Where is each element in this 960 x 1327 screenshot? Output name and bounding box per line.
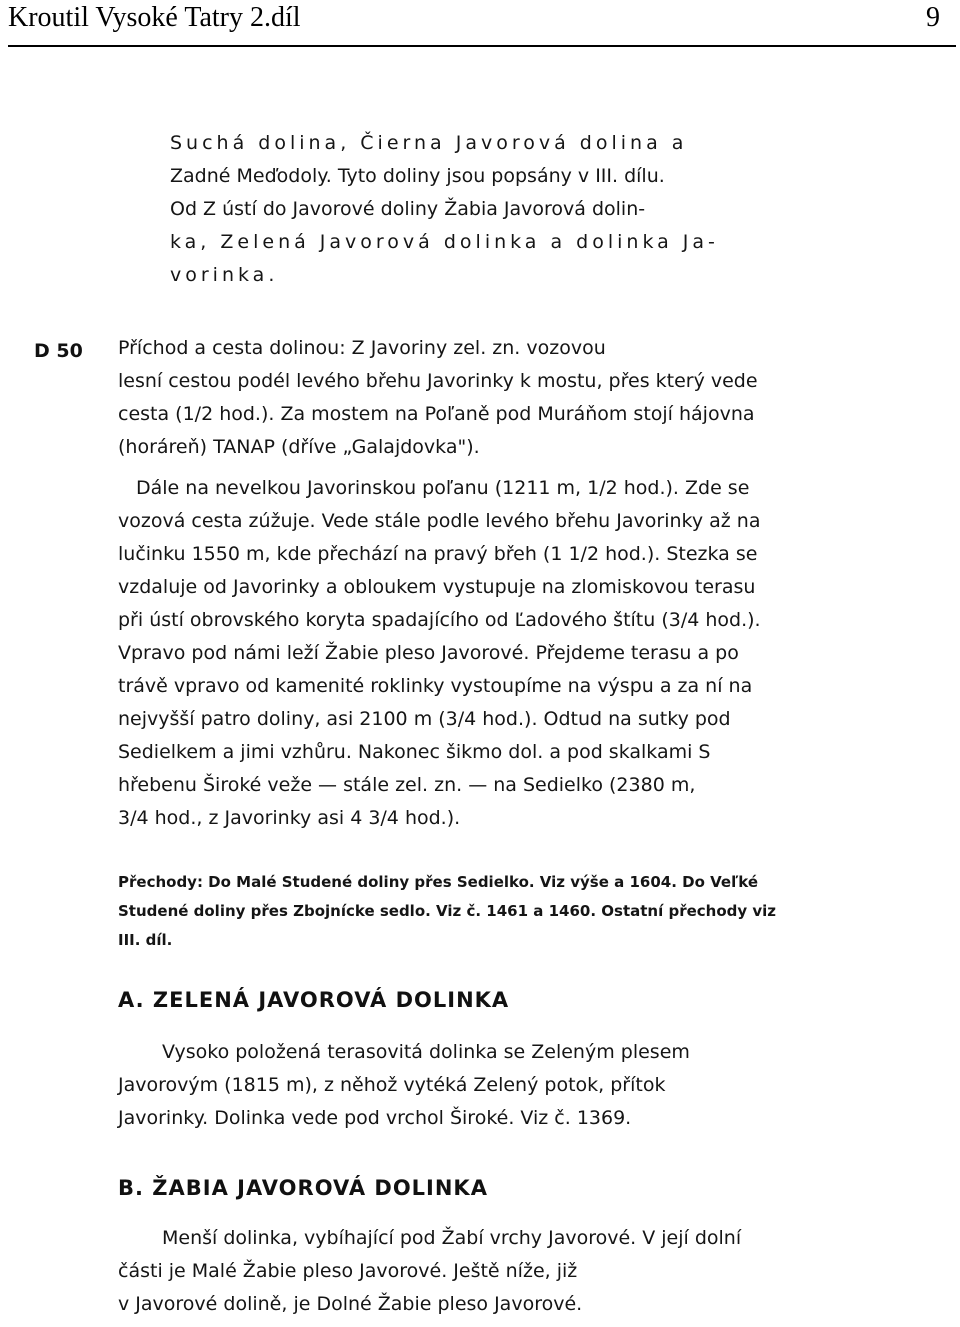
route-line: Dále na nevelkou Javorinskou poľanu (1211 m, 1/2 hod.). Zde se (136, 477, 750, 499)
section-a-line: Vysoko položená terasovitá dolinka se Zeleným plesem (162, 1041, 690, 1063)
section-heading-a: A. ZELENÁ JAVOROVÁ DOLINKA (118, 988, 510, 1012)
route-paragraph (118, 472, 948, 835)
header-rule (8, 45, 956, 47)
transitions-line: Přechody: Do Malé Studené doliny přes Sedielko. Viz výše a 1604. Do Veľké (118, 873, 759, 891)
route-line: trávě vpravo od kamenité roklinky vystoupíme na výspu a za ní na (118, 675, 753, 697)
approach-line: Příchod a cesta dolinou: Z Javoriny zel. zn. vozovou (118, 337, 606, 359)
approach-line: lesní cestou podél levého břehu Javorinky k mostu, přes který vede (118, 370, 758, 392)
transitions-line: III. díl. (118, 931, 173, 949)
intro-line: ka, Zelená Javorová dolinka a dolinka Ja- (170, 231, 719, 253)
transitions-note (118, 868, 776, 955)
route-line: vzdaluje od Javorinky a obloukem vystupuje na zlomiskovou terasu (118, 576, 756, 598)
section-a-line: Javorinky. Dolinka vede pod vrchol Široké. Viz č. 1369. (118, 1107, 632, 1129)
route-line: při ústí obrovského koryta spadajícího od Ľadového štítu (3/4 hod.). (118, 609, 761, 631)
route-line: vozová cesta zúžuje. Vede stále podle levého břehu Javorinky až na (118, 510, 761, 532)
approach-line: (horáreň) TANAP (dříve „Galajdovka"). (118, 436, 480, 458)
section-b-line: části je Malé Žabie pleso Javorové. Ještě níže, již (118, 1260, 578, 1282)
intro-line: Zadné Meďodoly. Tyto doliny jsou popsány v III. dílu. (170, 165, 665, 187)
section-heading-b: B. ŽABIA JAVOROVÁ DOLINKA (118, 1176, 488, 1200)
route-line: Sedielkem a jimi vzhůru. Nakonec šikmo dol. a pod skalkami S (118, 741, 711, 763)
intro-line: Od Z ústí do Javorové doliny Žabia Javorová dolin- (170, 198, 646, 220)
page-number: 9 (926, 2, 940, 33)
section-b-line: v Javorové dolině, je Dolné Žabie pleso Javorové. (118, 1293, 583, 1315)
section-b-paragraph (118, 1222, 960, 1321)
section-marker: D 50 (34, 340, 83, 362)
route-line: nejvyšší patro doliny, asi 2100 m (3/4 hod.). Odtud na sutky pod (118, 708, 731, 730)
route-line: Vpravo pod námi leží Žabie pleso Javorové. Přejdeme terasu a po (118, 642, 739, 664)
approach-line: cesta (1/2 hod.). Za mostem na Poľaně pod Muráňom stojí hájovna (118, 403, 755, 425)
intro-paragraph (170, 127, 719, 292)
intro-line: vorinka. (170, 264, 279, 286)
intro-line: Suchá dolina, Čierna Javorová dolina a (170, 132, 688, 154)
transitions-line: Studené doliny přes Zbojnícke sedlo. Viz č. 1461 a 1460. Ostatní přechody viz (118, 902, 777, 920)
approach-paragraph (118, 332, 948, 464)
route-line: lučinku 1550 m, kde přechází na pravý břeh (1 1/2 hod.). Stezka se (118, 543, 758, 565)
route-line: hřebenu Široké veže — stále zel. zn. — na Sedielko (2380 m, (118, 774, 696, 796)
section-a-paragraph (118, 1036, 960, 1135)
section-b-line: Menší dolinka, vybíhající pod Žabí vrchy Javorové. V její dolní (162, 1227, 742, 1249)
route-line: 3/4 hod., z Javorinky asi 4 3/4 hod.). (118, 807, 461, 829)
page-header (0, 0, 960, 46)
section-a-line: Javorovým (1815 m), z něhož vytéká Zelený potok, přítok (118, 1074, 666, 1096)
running-title: Kroutil Vysoké Tatry 2.díl (8, 2, 301, 33)
